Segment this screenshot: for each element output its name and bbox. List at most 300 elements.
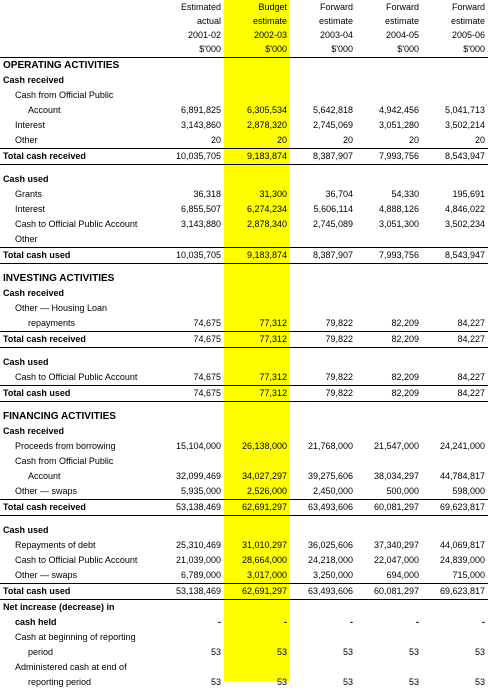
cell-value: 53	[474, 647, 485, 657]
cell-value: 9,183,874	[224, 149, 290, 165]
cell-value: 77,312	[224, 386, 290, 402]
cell-value: Estimated	[180, 2, 221, 12]
cell-value	[290, 232, 356, 248]
table-row	[0, 88, 488, 103]
cell-value	[422, 232, 488, 248]
cell-value: 39,275,606	[307, 471, 353, 481]
cell-value	[224, 58, 290, 74]
cell-value: 4,846,022	[444, 204, 485, 214]
cell-value	[162, 58, 224, 74]
table-row	[0, 568, 488, 584]
cell-value	[356, 454, 422, 469]
cell-value	[224, 271, 290, 286]
table-row	[0, 217, 488, 232]
row-label: Cash used	[3, 174, 49, 184]
cell-value	[162, 630, 224, 645]
cell-value: 6,305,534	[246, 105, 287, 115]
row-label	[0, 42, 162, 58]
table-row	[0, 675, 488, 690]
spacer-row	[0, 165, 488, 173]
row-label: OPERATING ACTIVITIES	[3, 60, 120, 71]
cell-value: 22,047,000	[373, 555, 419, 565]
cell-value	[162, 271, 224, 286]
cell-value	[356, 73, 422, 88]
cell-value: 84,227	[457, 372, 485, 382]
cell-value: 20	[342, 135, 353, 145]
cell-value: 36,704	[325, 189, 353, 199]
cell-value: 3,017,000	[246, 570, 287, 580]
cell-value	[224, 301, 290, 316]
cell-value: 24,839,000	[439, 555, 485, 565]
cell-value: 62,691,297	[224, 584, 290, 600]
cell-value: 6,855,507	[180, 204, 221, 214]
cell-value	[422, 523, 488, 538]
row-label: repayments	[28, 318, 76, 328]
cell-value	[224, 232, 290, 248]
cell-value: 32,099,469	[175, 471, 221, 481]
cell-value: 82,209	[356, 386, 422, 402]
row-label: Grants	[15, 189, 43, 199]
row-label: Account	[28, 471, 61, 481]
row-label: Cash used	[3, 525, 49, 535]
cell-value	[162, 73, 224, 88]
table-row	[0, 645, 488, 660]
total-row	[0, 149, 488, 165]
cell-value: Forward	[319, 2, 353, 12]
table-row	[0, 469, 488, 484]
table-row	[0, 301, 488, 316]
cell-value: 84,227	[457, 318, 485, 328]
row-label: Total cash used	[0, 584, 162, 600]
row-label: Cash from Official Public	[15, 456, 114, 466]
cell-value: 53	[342, 677, 353, 687]
cell-value: 84,227	[422, 386, 488, 402]
row-label: Cash at beginning of reporting	[15, 632, 136, 642]
cell-value: 20	[210, 135, 221, 145]
row-label: Total cash received	[0, 149, 162, 165]
cell-value: 34,027,297	[241, 471, 287, 481]
cell-value: 10,035,705	[162, 149, 224, 165]
cell-value: 3,502,214	[444, 120, 485, 130]
table-row	[0, 202, 488, 217]
cell-value: -	[218, 617, 221, 627]
cell-value: Budget	[258, 2, 287, 12]
cell-value: 715,000	[452, 570, 485, 580]
cell-value	[162, 523, 224, 538]
row-label: Other	[15, 135, 38, 145]
cell-value: 5,935,000	[180, 486, 221, 496]
cell-value: 74,675	[162, 386, 224, 402]
row-label: Total cash used	[0, 248, 162, 264]
cell-value	[224, 286, 290, 301]
row-label: Total cash received	[0, 332, 162, 348]
cell-value: 63,493,606	[290, 500, 356, 516]
cell-value	[356, 424, 422, 439]
cell-value	[290, 600, 356, 616]
cell-value: 21,768,000	[307, 441, 353, 451]
cell-value: 53,138,469	[162, 584, 224, 600]
row-label: Net increase (decrease) in	[3, 602, 115, 612]
cell-value: 62,691,297	[224, 500, 290, 516]
cell-value: 8,387,907	[290, 149, 356, 165]
total-row	[0, 248, 488, 264]
cell-value	[290, 523, 356, 538]
cell-value: 6,274,234	[246, 204, 287, 214]
cell-value	[224, 88, 290, 103]
cell-value	[356, 301, 422, 316]
cell-value: 54,330	[391, 189, 419, 199]
cell-value	[162, 286, 224, 301]
cell-value: 53	[276, 677, 287, 687]
subheading-row	[0, 523, 488, 538]
header-row	[0, 14, 488, 28]
header-row	[0, 0, 488, 14]
cell-value: 26,138,000	[241, 441, 287, 451]
cell-value	[162, 301, 224, 316]
cell-value	[162, 454, 224, 469]
cell-value	[224, 454, 290, 469]
cell-value	[290, 286, 356, 301]
row-label: Account	[28, 105, 61, 115]
cell-value	[422, 58, 488, 74]
row-label: Repayments of debt	[15, 540, 96, 550]
cell-value: 31,010,297	[241, 540, 287, 550]
row-label: Cash to Official Public Account	[15, 372, 138, 382]
cell-value: 8,543,947	[422, 248, 488, 264]
cell-value: 24,241,000	[439, 441, 485, 451]
cell-value	[422, 630, 488, 645]
total-row	[0, 500, 488, 516]
row-label: Proceeds from borrowing	[15, 441, 116, 451]
cell-value: 3,143,860	[180, 120, 221, 130]
cell-value	[422, 172, 488, 187]
cell-value	[290, 271, 356, 286]
cell-value: 21,039,000	[175, 555, 221, 565]
cell-value: -	[350, 617, 353, 627]
cell-value: 3,250,000	[312, 570, 353, 580]
cell-value: 31,300	[259, 189, 287, 199]
row-label: Total cash used	[0, 386, 162, 402]
cell-value: 2005-06	[451, 30, 485, 40]
cell-value: 3,502,234	[444, 219, 485, 229]
total-row	[0, 584, 488, 600]
cell-value	[290, 409, 356, 424]
cell-value	[422, 88, 488, 103]
cell-value: estimate	[252, 16, 287, 26]
cell-value: 2,745,069	[312, 120, 353, 130]
table-row	[0, 133, 488, 149]
cell-value: 77,312	[224, 332, 290, 348]
cell-value: -	[416, 617, 419, 627]
cell-value	[356, 600, 422, 616]
cell-value	[224, 73, 290, 88]
cell-value: 2002-03	[253, 30, 287, 40]
cell-value	[356, 355, 422, 370]
row-label: Other — swaps	[15, 570, 78, 580]
cell-value	[356, 409, 422, 424]
cell-value: $'000	[422, 42, 488, 58]
cell-value: 2,450,000	[312, 486, 353, 496]
header-row	[0, 28, 488, 42]
cell-value: $'000	[356, 42, 422, 58]
row-label: Cash received	[3, 75, 65, 85]
cell-value	[224, 600, 290, 616]
cell-value	[290, 73, 356, 88]
cell-value: 195,691	[452, 189, 485, 199]
row-label: Cash to Official Public Account	[15, 219, 138, 229]
cell-value: 2,878,340	[246, 219, 287, 229]
cell-value	[224, 355, 290, 370]
cell-value	[224, 660, 290, 675]
cell-value: 20	[408, 135, 419, 145]
subheading-row	[0, 600, 488, 616]
cell-value: 2,745,089	[312, 219, 353, 229]
cell-value	[162, 600, 224, 616]
header-row	[0, 42, 488, 58]
subheading-row	[0, 286, 488, 301]
cell-value	[356, 58, 422, 74]
cell-value	[224, 630, 290, 645]
cell-value: 7,993,756	[356, 248, 422, 264]
cell-value: 44,784,817	[439, 471, 485, 481]
cell-value: 36,025,606	[307, 540, 353, 550]
cell-value: 69,623,817	[422, 584, 488, 600]
cell-value: estimate	[450, 16, 485, 26]
cell-value: 25,310,469	[175, 540, 221, 550]
table-row	[0, 103, 488, 118]
cell-value: 4,888,126	[378, 204, 419, 214]
total-row	[0, 386, 488, 402]
cell-value	[422, 301, 488, 316]
cell-value	[422, 271, 488, 286]
row-label: cash held	[15, 617, 57, 627]
cell-value	[224, 424, 290, 439]
cell-value	[356, 271, 422, 286]
subheading-row	[0, 615, 488, 630]
cell-value	[162, 172, 224, 187]
cell-value	[162, 660, 224, 675]
cell-value: 60,081,297	[356, 500, 422, 516]
cell-value: 79,822	[325, 372, 353, 382]
cell-value: 2,526,000	[246, 486, 287, 496]
cell-value: Forward	[451, 2, 485, 12]
cell-value	[162, 88, 224, 103]
cell-value	[422, 73, 488, 88]
cell-value	[290, 88, 356, 103]
cell-value	[162, 424, 224, 439]
cell-value: 37,340,297	[373, 540, 419, 550]
row-label: Cash used	[3, 357, 49, 367]
cell-value: 53	[276, 647, 287, 657]
cell-value: 7,993,756	[356, 149, 422, 165]
cell-value: -	[284, 617, 287, 627]
cell-value: 10,035,705	[162, 248, 224, 264]
cell-value: 694,000	[386, 570, 419, 580]
subheading-row	[0, 355, 488, 370]
cell-value	[422, 454, 488, 469]
row-label: period	[28, 647, 54, 657]
row-label: reporting period	[28, 677, 92, 687]
row-label: Cash received	[3, 426, 65, 436]
cell-value	[422, 409, 488, 424]
table-row	[0, 630, 488, 645]
spacer-row	[0, 348, 488, 356]
cell-value: 60,081,297	[356, 584, 422, 600]
cell-value: 63,493,606	[290, 584, 356, 600]
cell-value: 598,000	[452, 486, 485, 496]
row-label: FINANCING ACTIVITIES	[3, 411, 116, 422]
total-row	[0, 332, 488, 348]
cell-value: 8,387,907	[290, 248, 356, 264]
table-row	[0, 454, 488, 469]
row-label: Cash from Official Public	[15, 90, 114, 100]
cell-value: 3,051,300	[378, 219, 419, 229]
row-label	[0, 28, 162, 42]
cell-value: 53	[408, 677, 419, 687]
cell-value: 36,318	[193, 189, 221, 199]
cell-value: $'000	[224, 42, 290, 58]
row-label: Other — Housing Loan	[15, 303, 108, 313]
cell-value: $'000	[290, 42, 356, 58]
table-row	[0, 484, 488, 500]
cell-value: 3,143,880	[180, 219, 221, 229]
table-row	[0, 232, 488, 248]
spacer-row	[0, 516, 488, 524]
table-row	[0, 660, 488, 675]
cell-value: 53	[408, 647, 419, 657]
table-row	[0, 370, 488, 386]
subheading-row	[0, 424, 488, 439]
cell-value: 20	[474, 135, 485, 145]
cell-value: 69,623,817	[422, 500, 488, 516]
cell-value	[356, 630, 422, 645]
cell-value	[224, 409, 290, 424]
section-heading-row	[0, 58, 488, 74]
cell-value	[356, 523, 422, 538]
cell-value	[422, 424, 488, 439]
cell-value	[290, 454, 356, 469]
row-label: INVESTING ACTIVITIES	[3, 273, 115, 284]
cell-value: 82,209	[391, 372, 419, 382]
cell-value: 24,218,000	[307, 555, 353, 565]
cell-value: 79,822	[290, 332, 356, 348]
cell-value: 74,675	[193, 318, 221, 328]
cell-value: 2001-02	[187, 30, 221, 40]
table-row	[0, 538, 488, 553]
cell-value: 77,312	[259, 372, 287, 382]
table-row	[0, 439, 488, 454]
cell-value: 79,822	[290, 386, 356, 402]
table-row	[0, 316, 488, 332]
cell-value: 21,547,000	[373, 441, 419, 451]
row-label: Cash received	[3, 288, 65, 298]
cell-value: 8,543,947	[422, 149, 488, 165]
cell-value	[422, 355, 488, 370]
spacer-row	[0, 264, 488, 272]
row-label: Cash to Official Public Account	[15, 555, 138, 565]
cell-value	[224, 523, 290, 538]
subheading-row	[0, 73, 488, 88]
cell-value	[422, 286, 488, 301]
section-heading-row	[0, 271, 488, 286]
cell-value: 74,675	[193, 372, 221, 382]
spacer-row	[0, 402, 488, 410]
row-label: Other	[15, 234, 38, 244]
cell-value	[356, 660, 422, 675]
cell-value: 2,878,320	[246, 120, 287, 130]
cell-value	[162, 409, 224, 424]
cell-value: 4,942,456	[378, 105, 419, 115]
cell-value: 28,664,000	[241, 555, 287, 565]
row-label: Interest	[15, 204, 46, 214]
cell-value	[290, 355, 356, 370]
cell-value	[162, 232, 224, 248]
cell-value	[162, 355, 224, 370]
cell-value	[422, 600, 488, 616]
cell-value: estimate	[384, 16, 419, 26]
cell-value: 6,891,825	[180, 105, 221, 115]
cell-value: 53	[474, 677, 485, 687]
cell-value: 53	[210, 677, 221, 687]
cell-value: 44,069,817	[439, 540, 485, 550]
cell-value: 3,051,280	[378, 120, 419, 130]
cell-value	[290, 58, 356, 74]
cell-value: 84,227	[422, 332, 488, 348]
cell-value: 5,041,713	[444, 105, 485, 115]
cell-value: 79,822	[325, 318, 353, 328]
cell-value: actual	[196, 16, 221, 26]
cell-value	[356, 286, 422, 301]
section-heading-row	[0, 409, 488, 424]
cell-value	[290, 172, 356, 187]
cell-value: 6,789,000	[180, 570, 221, 580]
table-row	[0, 187, 488, 202]
cell-value: 53,138,469	[162, 500, 224, 516]
cell-value: 82,209	[391, 318, 419, 328]
cell-value: 500,000	[386, 486, 419, 496]
table-row	[0, 553, 488, 568]
cell-value: -	[482, 617, 485, 627]
cell-value: 15,104,000	[175, 441, 221, 451]
cell-value: 20	[276, 135, 287, 145]
row-label: Total cash received	[0, 500, 162, 516]
row-label: Administered cash at end of	[15, 662, 127, 672]
cell-value: 2003-04	[319, 30, 353, 40]
row-label: Other — swaps	[15, 486, 78, 496]
row-label	[0, 0, 162, 14]
cell-value: 82,209	[356, 332, 422, 348]
cell-value: 74,675	[162, 332, 224, 348]
cell-value: 9,183,874	[224, 248, 290, 264]
cell-value	[356, 88, 422, 103]
row-label	[0, 14, 162, 28]
cell-value	[290, 301, 356, 316]
cell-value: 53	[210, 647, 221, 657]
cell-value: estimate	[318, 16, 353, 26]
cell-value	[356, 232, 422, 248]
cell-value	[356, 172, 422, 187]
cell-value: 77,312	[259, 318, 287, 328]
cell-value	[290, 660, 356, 675]
cell-value: 53	[342, 647, 353, 657]
cell-value: 38,034,297	[373, 471, 419, 481]
cell-value: Forward	[385, 2, 419, 12]
cell-value: 2004-05	[385, 30, 419, 40]
cell-value	[290, 424, 356, 439]
row-label: Interest	[15, 120, 46, 130]
cell-value: $'000	[162, 42, 224, 58]
cell-value: 5,606,114	[313, 204, 353, 214]
